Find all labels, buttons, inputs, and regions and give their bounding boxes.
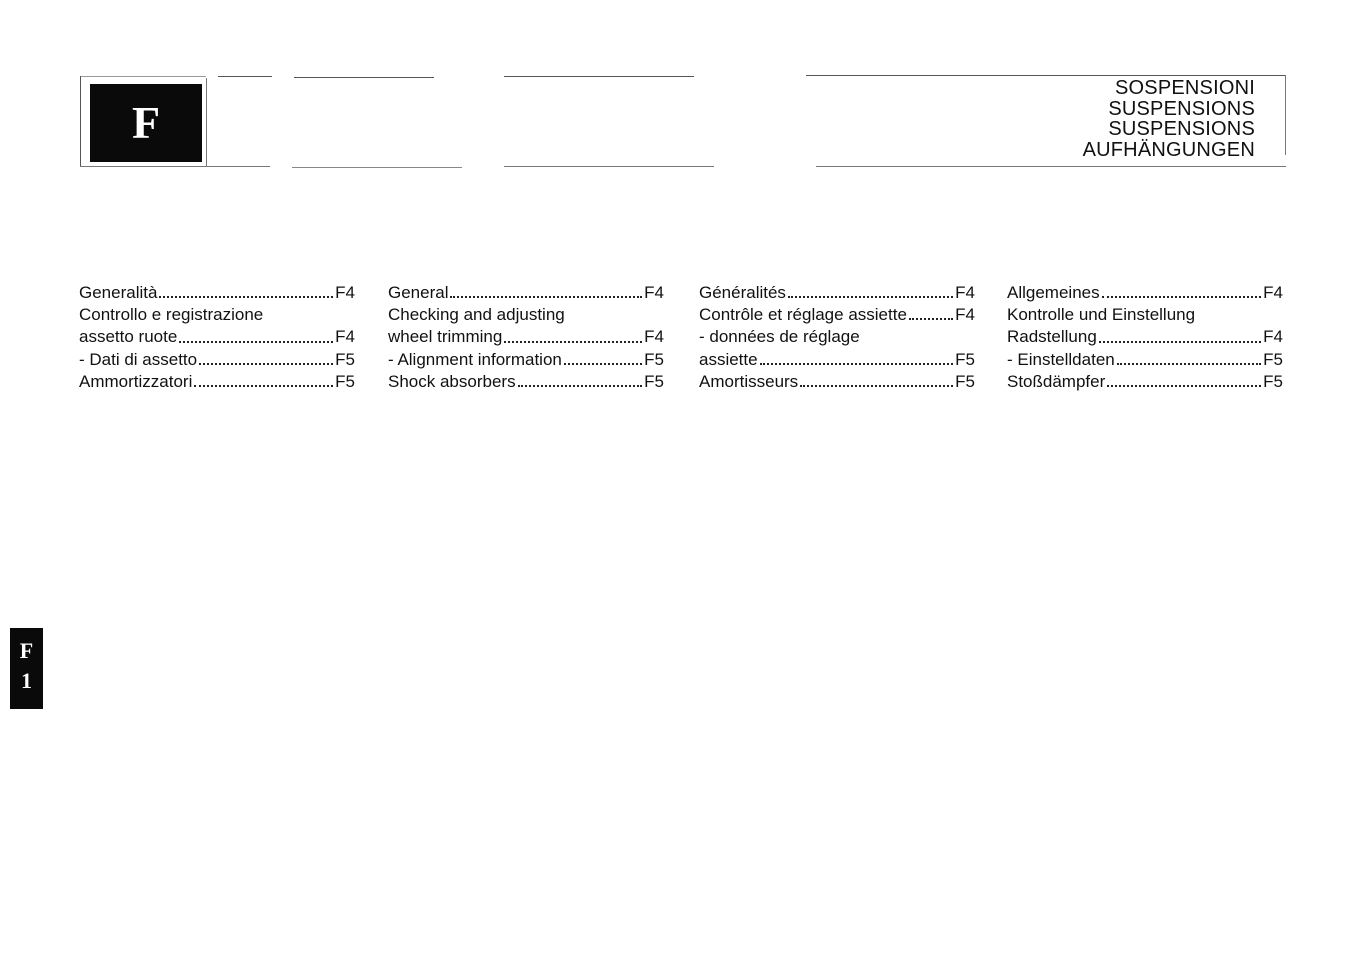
section-title-french: SUSPENSIONS — [1108, 118, 1255, 140]
toc-dot-leader — [504, 341, 642, 343]
toc-entry — [1007, 349, 1283, 371]
toc-entry — [388, 282, 664, 304]
toc-entry-page: F5 — [335, 349, 355, 369]
toc-entry — [388, 326, 664, 348]
toc-entry-page: F4 — [644, 327, 664, 347]
toc-column-german — [1007, 282, 1283, 393]
frame-rule — [816, 166, 1286, 167]
toc-entry-page: F5 — [1263, 349, 1283, 369]
toc-entry — [699, 349, 975, 371]
frame-rule — [1285, 75, 1286, 155]
toc-entry-label: - Dati di assetto — [79, 349, 198, 369]
toc-dot-leader — [1107, 385, 1261, 387]
toc-column-english — [388, 282, 664, 393]
toc-entry-page: F4 — [335, 327, 355, 347]
toc-entry-label: Stoßdämpfer — [1007, 371, 1106, 391]
toc-entry-page: F4 — [955, 305, 975, 325]
section-title-italian: SOSPENSIONI — [1114, 77, 1255, 99]
toc-column-italian — [79, 282, 355, 393]
toc-entry — [1007, 326, 1283, 348]
section-title-block — [1083, 78, 1255, 160]
toc-dot-leader — [194, 385, 333, 387]
toc-entry-page: F4 — [955, 283, 975, 302]
toc-dot-leader — [159, 296, 333, 298]
toc-entry — [388, 349, 664, 371]
toc-entry — [699, 371, 975, 393]
toc-entry-label: Radstellung — [1007, 327, 1097, 347]
toc-dot-leader — [518, 385, 643, 387]
section-title-english: SUSPENSIONS — [1108, 97, 1255, 120]
toc-entry — [1007, 371, 1283, 393]
toc-entry-page: F5 — [1263, 371, 1283, 391]
toc-entry — [79, 326, 355, 348]
frame-rule — [504, 76, 694, 77]
toc-entry — [1007, 304, 1283, 326]
toc-dot-leader — [1102, 296, 1262, 298]
toc-entry-page: F5 — [335, 371, 355, 391]
frame-rule — [206, 78, 207, 166]
toc-entry — [699, 282, 975, 304]
toc-dot-leader — [800, 385, 953, 387]
toc-entry-page: F4 — [1263, 283, 1283, 302]
frame-rule — [218, 76, 272, 77]
toc-entry-label: Generalità — [79, 283, 158, 302]
toc-entry-label: Ammortizzatori — [79, 371, 193, 391]
side-chapter-tab — [10, 628, 43, 709]
toc-dot-leader — [1099, 341, 1261, 343]
toc-entry-page: F4 — [335, 283, 355, 302]
frame-rule — [80, 76, 81, 166]
toc-entry-page: F5 — [644, 349, 664, 369]
toc-entry-label: Shock absorbers — [388, 371, 516, 391]
toc-entry — [79, 349, 355, 371]
toc-entry-page: F5 — [955, 371, 975, 391]
frame-rule — [294, 77, 434, 78]
toc-entry-label: wheel trimming — [388, 327, 503, 347]
side-tab-number: 1 — [21, 668, 32, 693]
toc-entry-label: Généralités — [699, 283, 786, 302]
toc-entry-label: assiette — [699, 349, 758, 369]
toc-entry — [388, 304, 664, 326]
frame-rule — [806, 75, 1286, 76]
toc-entry — [388, 371, 664, 393]
toc-dot-leader — [760, 363, 954, 365]
toc-column-french — [699, 282, 975, 393]
toc-entry — [1007, 282, 1283, 304]
toc-entry-label: Kontrolle und Einstellung — [1007, 305, 1196, 325]
toc-entry-label: assetto ruote — [79, 327, 178, 347]
toc-dot-leader — [564, 363, 642, 365]
toc-entry — [79, 282, 355, 304]
toc-entry-page: F4 — [644, 283, 664, 302]
toc-entry-label: General — [388, 283, 449, 302]
toc-entry — [699, 326, 975, 348]
side-tab-letter: F — [19, 638, 34, 663]
frame-rule — [504, 166, 714, 167]
toc-dot-leader — [1117, 363, 1261, 365]
toc-entry — [699, 304, 975, 326]
frame-rule — [80, 76, 206, 77]
section-title-german: AUFHÄNGUNGEN — [1082, 138, 1255, 161]
toc-dot-leader — [179, 341, 333, 343]
toc-entry-page: F4 — [1263, 327, 1283, 347]
toc-entry-label: - données de réglage — [699, 327, 860, 347]
toc-entry-label: Allgemeines — [1007, 283, 1100, 302]
toc-dot-leader — [909, 318, 953, 320]
toc-entry — [79, 304, 355, 326]
toc-entry-page: F5 — [644, 371, 664, 391]
toc-entry-label: Contrôle et réglage assiette — [699, 305, 907, 325]
toc-entry — [79, 371, 355, 393]
frame-rule — [292, 167, 462, 168]
toc-entry-label: - Alignment information — [388, 349, 562, 369]
toc-entry-label: Controllo e registrazione — [79, 305, 264, 325]
toc-entry-page: F5 — [955, 349, 975, 369]
section-badge: F — [90, 84, 202, 162]
toc-dot-leader — [788, 296, 953, 298]
toc-entry-label: Amortisseurs — [699, 371, 799, 391]
toc-dot-leader — [450, 296, 642, 298]
toc-entry-label: - Einstelldaten — [1007, 349, 1115, 369]
toc-entry-label: Checking and adjusting — [388, 305, 565, 325]
frame-rule — [80, 166, 270, 167]
toc-dot-leader — [199, 363, 333, 365]
